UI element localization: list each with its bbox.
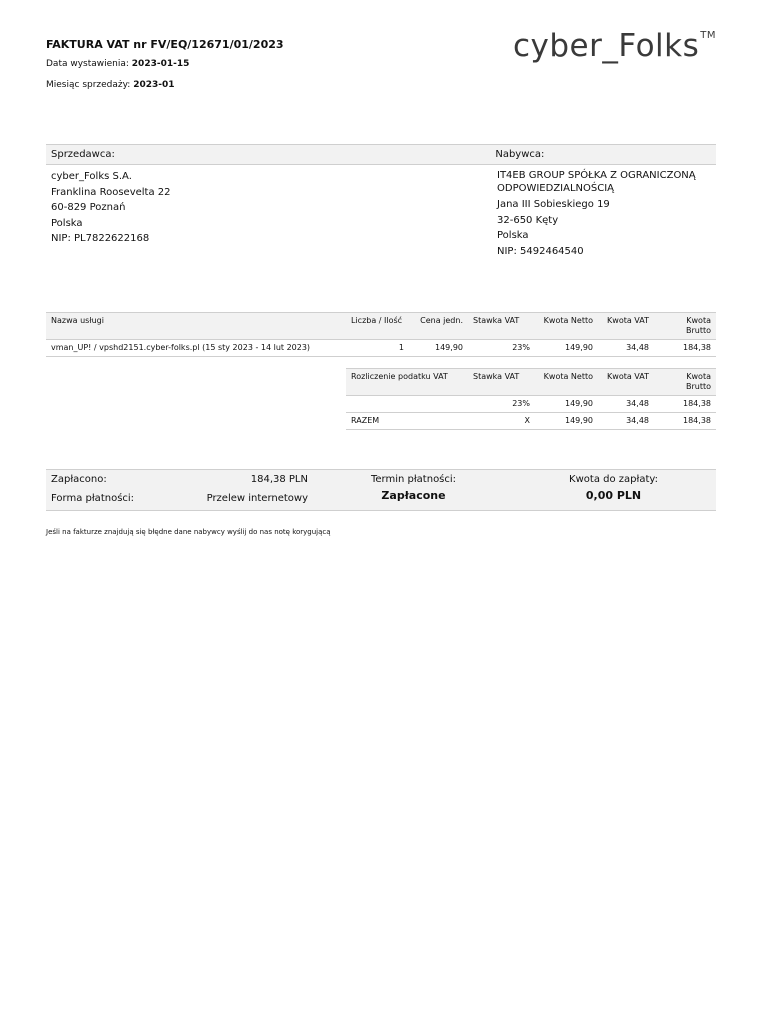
vat-row-net: 149,90 — [538, 396, 598, 413]
vat-row-rate: 23% — [468, 396, 538, 413]
vat-row-gross: 184,38 — [654, 396, 716, 413]
seller-name: cyber_Folks S.A. — [51, 171, 132, 182]
seller-nip: NIP: PL7822622168 — [51, 233, 150, 244]
seller-label: Sprzedawca: — [51, 149, 115, 160]
col-gross: Kwota Brutto — [654, 313, 716, 340]
col-vat-rate: Stawka VAT — [468, 313, 538, 340]
buyer-street: Jana III Sobieskiego 19 — [497, 199, 610, 210]
payment-term-label: Termin płatności: — [370, 474, 457, 485]
service-unit-price: 149,90 — [412, 340, 468, 357]
vat-row-vat: 34,48 — [598, 396, 654, 413]
issue-date-line — [46, 59, 189, 69]
service-vat-rate: 23% — [468, 340, 538, 357]
sale-month-line — [46, 80, 175, 90]
col-unit-price: Cena jedn. — [412, 313, 468, 340]
vat-col-label: Rozliczenie podatku VAT — [346, 369, 468, 396]
col-net: Kwota Netto — [538, 313, 598, 340]
vat-header-row — [346, 369, 716, 396]
sale-month-value: 2023-01 — [133, 80, 175, 90]
vat-row-label — [346, 396, 468, 413]
payment-method-value: Przelew internetowy — [206, 493, 308, 504]
table-row — [346, 396, 716, 413]
buyer-details — [492, 169, 716, 259]
seller-city: 60-829 Poznań — [51, 202, 126, 213]
vat-total-vat: 34,48 — [598, 413, 654, 430]
seller-details — [46, 169, 492, 259]
services-header-row — [46, 313, 716, 340]
table-row — [46, 340, 716, 357]
buyer-name-line2: ODPOWIEDZIALNOŚCIĄ — [497, 183, 615, 194]
paid-value: 184,38 PLN — [250, 474, 308, 485]
payment-term-value: Zapłacone — [381, 489, 446, 502]
amount-due-label: Kwota do zapłaty: — [569, 474, 658, 485]
logo-text: cyber_Folks — [512, 28, 700, 64]
amount-due-value: 0,00 PLN — [585, 489, 642, 502]
buyer-city: 32-650 Kęty — [497, 214, 559, 226]
issue-date-value: 2023-01-15 — [131, 59, 190, 69]
services-table — [46, 312, 716, 357]
vat-total-label: RAZEM — [346, 413, 468, 430]
vat-total-rate: X — [468, 413, 538, 430]
payment-method-label: Forma płatności: — [51, 493, 135, 504]
buyer-label: Nabywca: — [495, 149, 545, 160]
parties-section — [46, 144, 716, 259]
vat-col-gross: Kwota Brutto — [654, 369, 716, 396]
service-net: 149,90 — [538, 340, 598, 357]
vat-col-rate: Stawka VAT — [468, 369, 538, 396]
service-vat: 34,48 — [598, 340, 654, 357]
col-quantity: Liczba / Ilość — [346, 313, 412, 340]
vat-total-net: 149,90 — [538, 413, 598, 430]
buyer-country: Polska — [497, 230, 529, 241]
buyer-nip: NIP: 5492464540 — [497, 245, 584, 257]
table-row — [346, 413, 716, 430]
company-logo — [513, 28, 716, 64]
service-name: vman_UP! / vpshd2151.cyber-folks.pl (15 sty 2023 - 14 lut 2023) — [46, 340, 346, 357]
issue-date-label: Data wystawienia: — [46, 59, 129, 69]
vat-total-gross: 184,38 — [654, 413, 716, 430]
logo-trademark: TM — [700, 30, 716, 41]
service-qty: 1 — [346, 340, 412, 357]
service-gross: 184,38 — [654, 340, 716, 357]
vat-col-net: Kwota Netto — [538, 369, 598, 396]
vat-col-vat: Kwota VAT — [598, 369, 654, 396]
seller-country: Polska — [51, 217, 83, 229]
invoice-title: FAKTURA VAT nr FV/EQ/12671/01/2023 — [46, 38, 284, 51]
payment-summary — [46, 469, 716, 511]
sale-month-label: Miesiąc sprzedaży: — [46, 80, 131, 90]
footer-note: Jeśli na fakturze znajdują się błędne dane nabywcy wyślij do nas notę korygującą — [46, 528, 331, 536]
parties-header — [46, 144, 716, 165]
buyer-name-line1: IT4EB GROUP SPÓŁKA Z OGRANICZONĄ — [497, 170, 696, 181]
col-vat: Kwota VAT — [598, 313, 654, 340]
paid-label: Zapłacono: — [51, 474, 107, 485]
vat-summary-table — [346, 368, 716, 430]
col-service-name: Nazwa usługi — [46, 313, 346, 340]
seller-street: Franklina Roosevelta 22 — [51, 186, 171, 198]
